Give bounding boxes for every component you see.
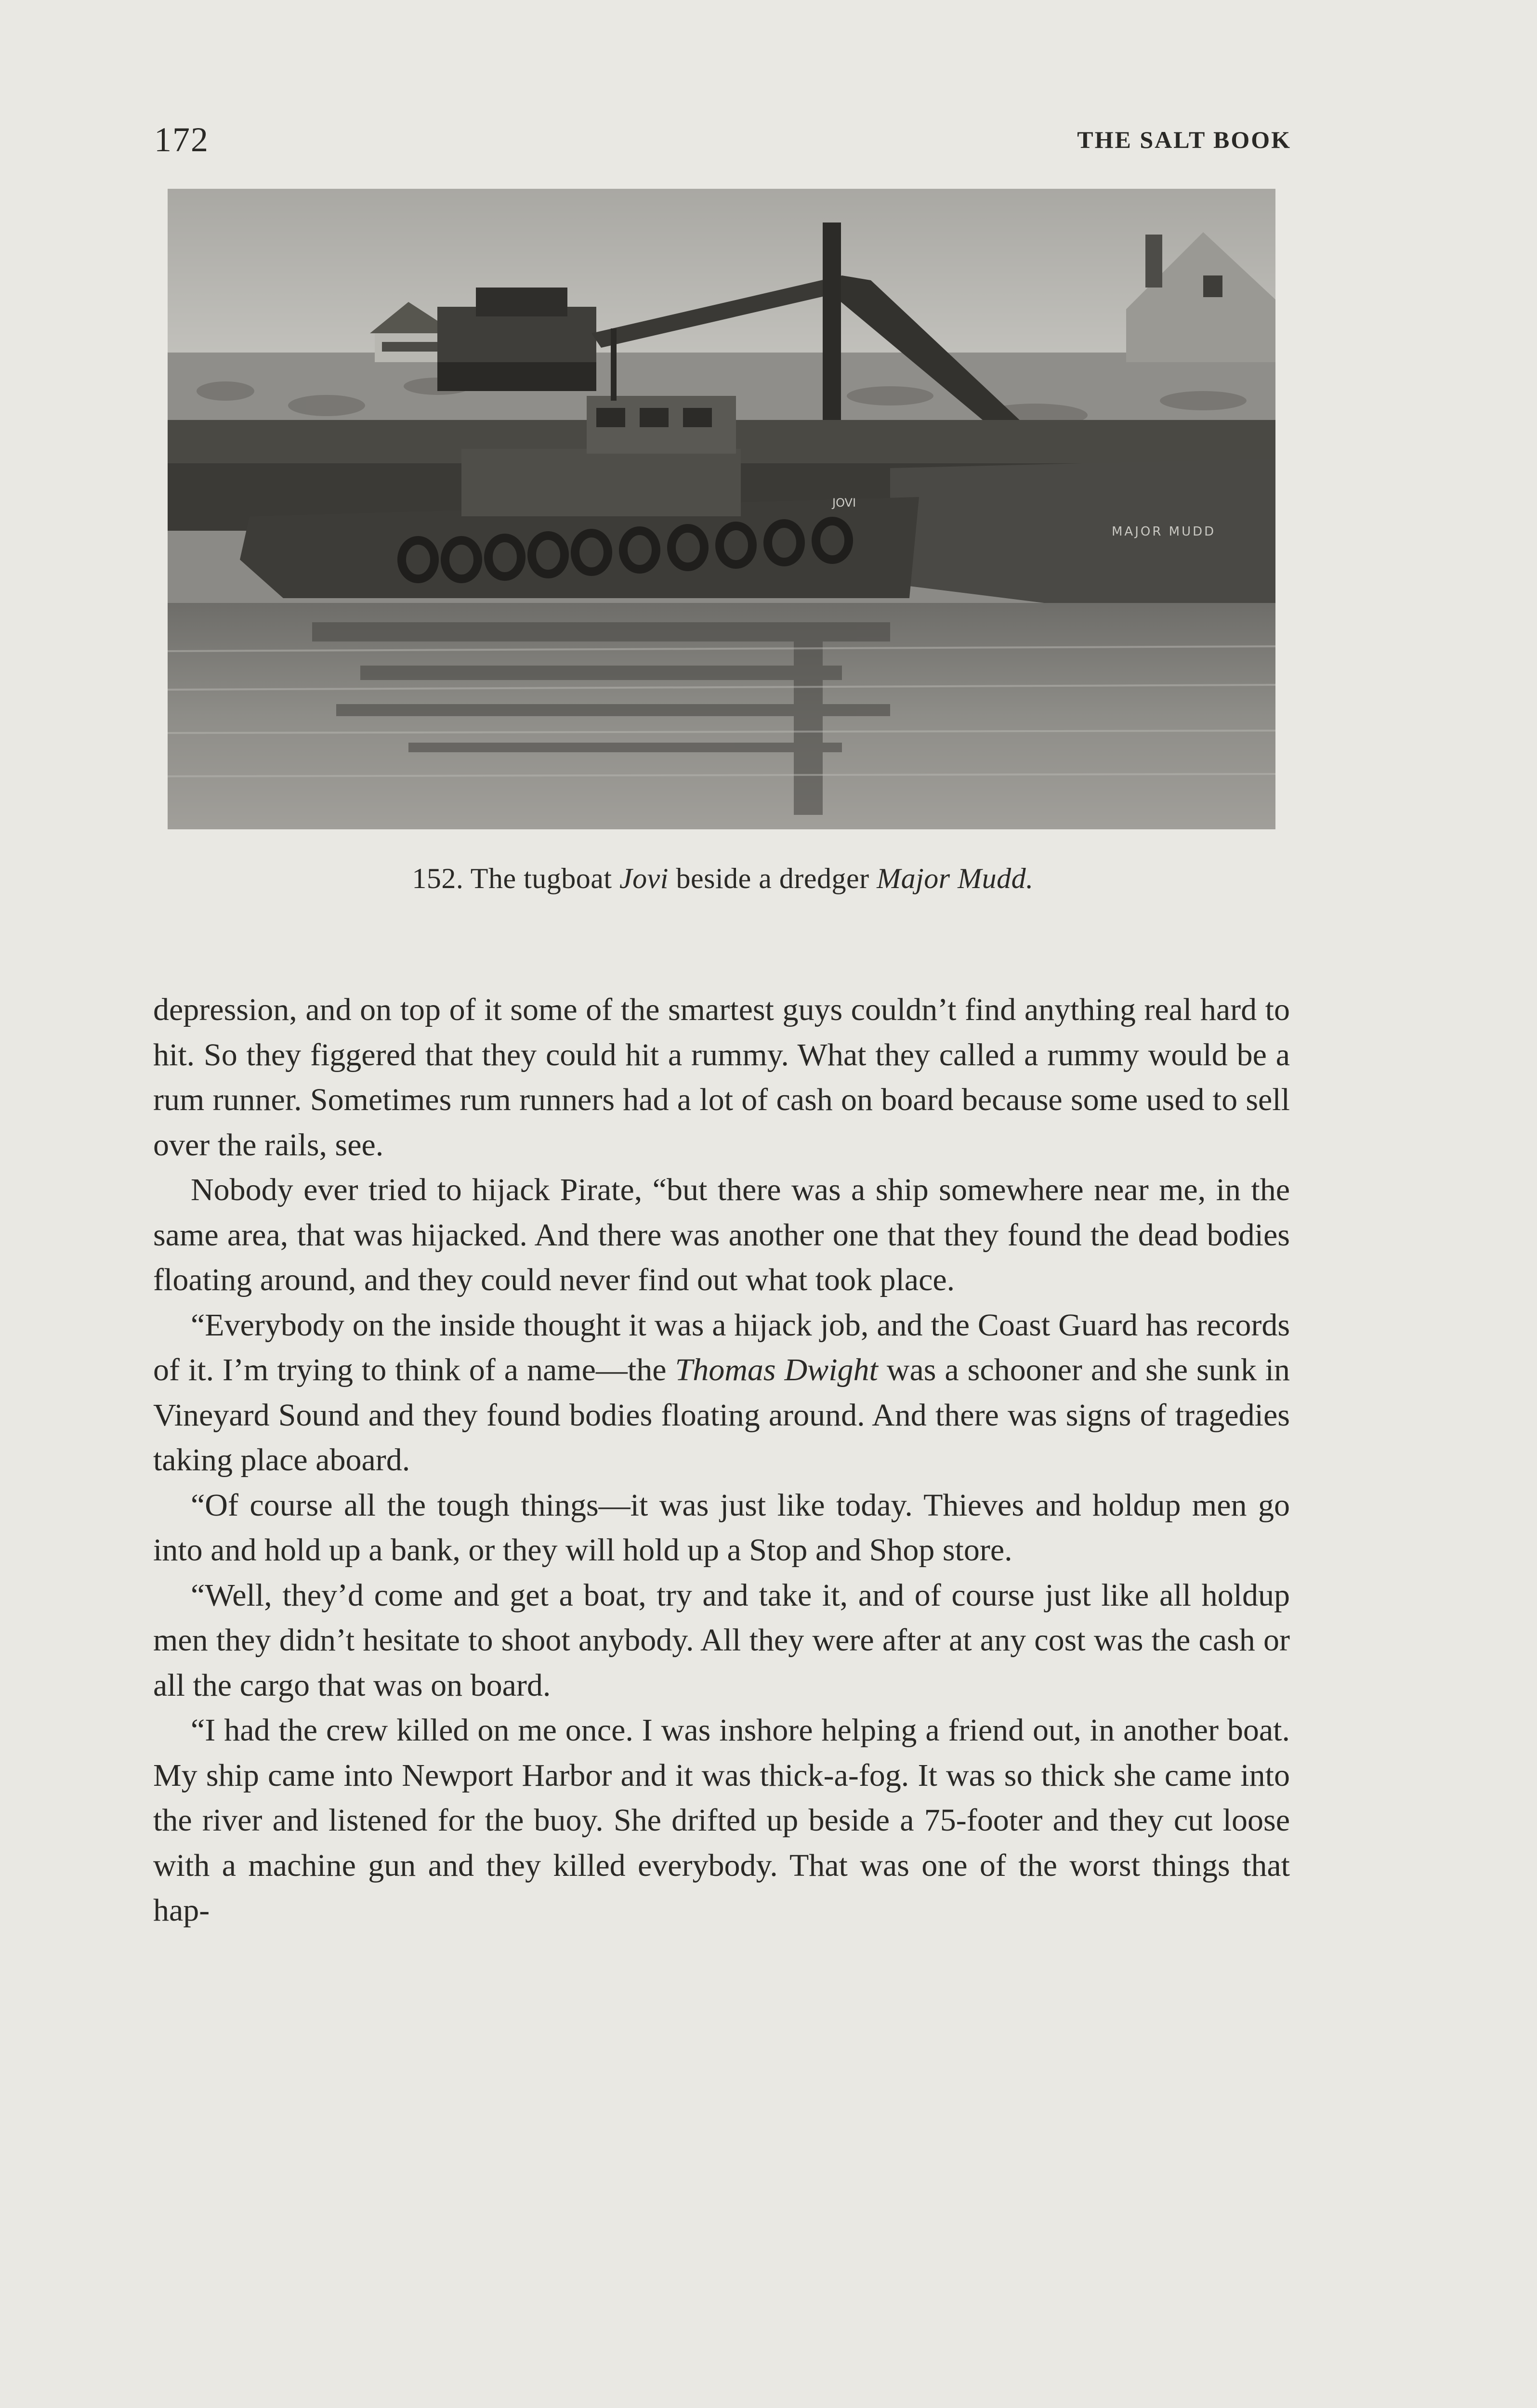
page-header	[154, 118, 1291, 161]
tug-name: JOVI	[832, 496, 856, 510]
paragraph-4: “Of course all the tough things—it was just like today. Thieves and holdup men go into and hold up a bank, or they will hold up a Stop and Shop store.	[153, 1487, 1290, 1568]
paragraph-3: “Everybody on the inside thought it was a hijack job, and the Coast Guard has records of it. I’m trying to think of a name—the Thomas Dwight was a schooner and she sunk in Vineyard Sound and they found bodies floating around. And there was signs of tragedies taking place aboard.	[153, 1307, 1290, 1478]
paragraph-6: “I had the crew killed on me once. I was inshore helping a friend out, in another boat. My ship came into Newport Harbor and it was thick-a-fog. It was so thick she came into the river and listened for the buoy. She drifted up beside a 75-footer and they cut loose with a machine gun and they killed everybody. That was one of the worst things that hap-	[153, 1713, 1290, 1928]
photograph-tugboat-dredger	[168, 189, 1275, 829]
photo-illustration	[168, 189, 1275, 829]
figure-caption: 152. The tugboat Jovi beside a dredger Major Mudd.	[412, 863, 1034, 894]
body-text	[153, 987, 1290, 1933]
dredger-hull	[890, 458, 1275, 608]
running-head: THE SALT BOOK	[1077, 126, 1291, 153]
dredger-name: MAJOR MUDD	[1112, 524, 1216, 539]
sky	[168, 189, 1275, 372]
paragraph-1: depression, and on top of it some of the smartest guys couldn’t find anything real hard to hit. So they figgered that they could hit a rummy. What they called a rummy would be a rum runner. Sometimes rum runners had a lot of cash on board because some used to sell over the rails, see.	[153, 992, 1290, 1163]
paragraph-2: Nobody ever tried to hijack Pirate, “but there was a ship somewhere near me, in the same area, that was hijacked. And there was another one that they found the dead bodies floating around, and they could never find out what took place.	[153, 1172, 1290, 1297]
paragraph-5: “Well, they’d come and get a boat, try and take it, and of course just like all holdup men they didn’t hesitate to shoot anybody. All they were after at any cost was the cash or all the cargo that was on board.	[153, 1577, 1290, 1703]
page-number: 172	[154, 120, 209, 159]
